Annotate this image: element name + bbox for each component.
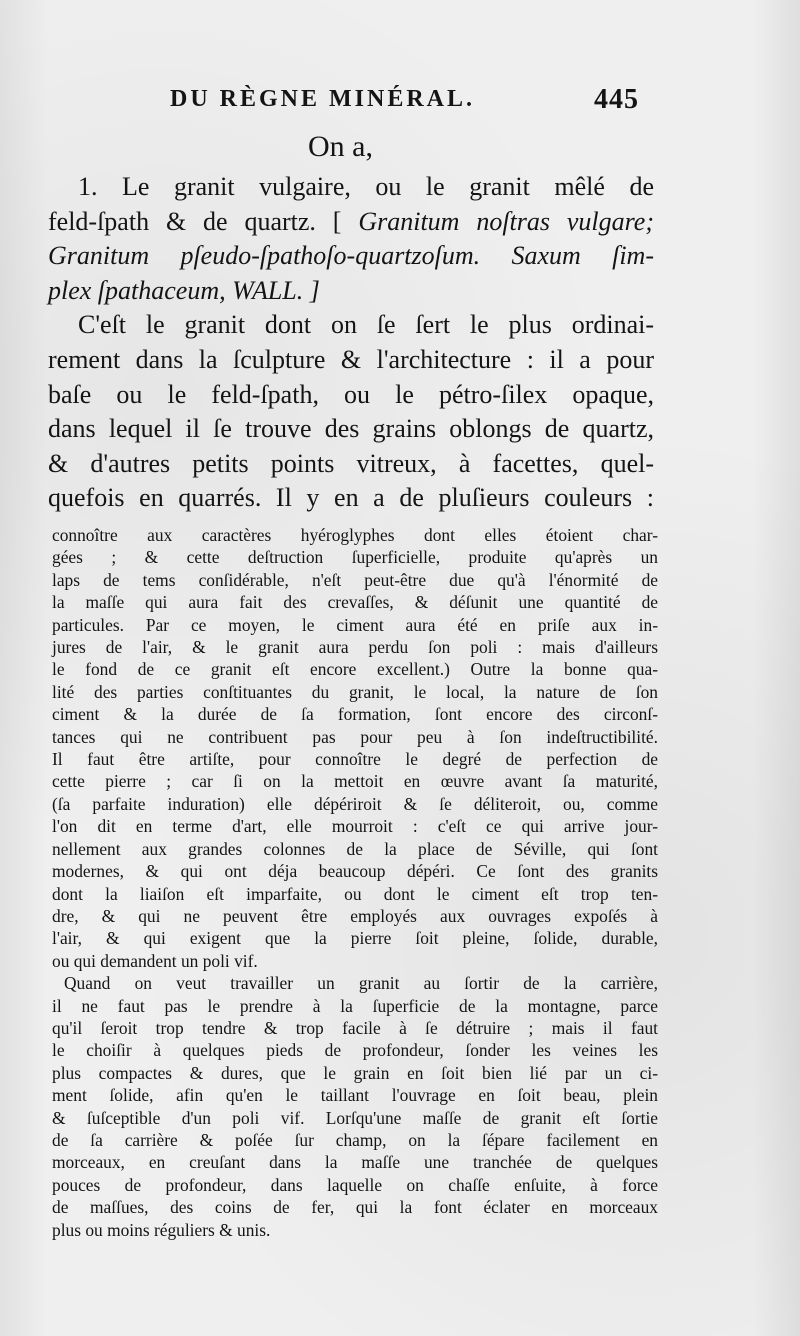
footnote-line: ment ſolide, afin qu'en le taillant l'ouvrage en ſoit beau, plein [52, 1085, 658, 1106]
main-line [48, 205, 654, 240]
footnote-line: plus compactes & dures, que le grain en ſoit bien lié par un ci- [52, 1062, 658, 1083]
footnote-line: de maſſues, des coins de fer, qui la font éclater en morceaux [52, 1197, 658, 1218]
main-line: dans lequel il ſe trouve des grains oblongs de quartz, [48, 414, 654, 444]
footnote-line: connoître aux caractères hyéroglyphes dont elles étoient char- [52, 525, 658, 545]
footnote-line: lité des parties conſtituantes du granit, le local, la nature de ſon [52, 681, 658, 702]
footnote-line: Il faut être artiſte, pour connoître le degré de perfection de [52, 749, 658, 770]
footnote-line: ciment & la durée de ſa formation, ſont encore des circonſ- [52, 704, 658, 725]
main-line-fragment: feld-ſpath & de quartz. [ [48, 206, 359, 236]
footnote-line: nellement aux grandes colonnes de la place de Séville, qui ſont [52, 838, 658, 859]
footnote-line: (ſa parfaite induration) elle dépériroit & ſe déliteroit, ou, comme [52, 793, 658, 814]
footnote-block [52, 524, 658, 1241]
footnote-line: morceaux, en creuſant dans la maſſe une tranchée de quelques [52, 1152, 658, 1173]
footnote-line: laps de tems conſidérable, n'eſt peut-être due qu'à l'énormité de [52, 569, 658, 590]
footnote-line: pouces de profondeur, dans laquelle on chaſſe enſuite, à force [52, 1174, 658, 1195]
main-line [48, 239, 654, 274]
main-text-block [48, 170, 654, 516]
main-line: quefois en quarrés. Il y en a de pluſieurs couleurs : [48, 483, 654, 513]
running-head: DU RÈGNE MINÉRAL. [170, 86, 476, 112]
page-number: 445 [594, 84, 639, 115]
footnote-line: qu'il ſeroit trop tendre & trop facile à ſe détruire ; mais il faut [52, 1017, 658, 1038]
footnote-line: particules. Par ce moyen, le ciment aura été en priſe aux in- [52, 614, 658, 635]
latin-name: Granitum pſeudo-ſpathoſo-quartzoſum. Saxum ſim- [48, 241, 654, 271]
footnote-line: il ne faut pas le prendre à la ſuperficie de la montagne, parce [52, 995, 658, 1016]
latin-name: Granitum noſtras vulgare; [358, 206, 654, 236]
main-line: 1. Le granit vulgaire, ou le granit mêlé de [78, 172, 654, 201]
footnote-line: dre, & qui ne peuvent être employés aux ouvrages expoſés à [52, 905, 658, 926]
footnote-line: l'air, & qui exigent que la pierre ſoit pleine, ſolide, durable, [52, 928, 658, 949]
footnote-line: modernes, & qui ont déja beaucoup dépéri. Ce ſont des granits [52, 861, 658, 882]
footnote-line: l'on dit en terme d'art, elle mourroit : c'eſt ce qui arrive jour- [52, 816, 658, 837]
footnote-line: de ſa carrière & poſée ſur champ, on la ſépare facilement en [52, 1129, 658, 1150]
latin-name: plex ſpathaceum, WALL. ] [48, 275, 320, 305]
footnote-line: le fond de ce granit eſt encore excellent.) Outre la bonne qua- [52, 659, 658, 680]
footnote-line: & ſuſceptible d'un poli vif. Lorſqu'une maſſe de granit eſt ſortie [52, 1107, 658, 1128]
footnote-line: dont la liaiſon eſt imparfaite, ou dont le ciment eſt trop ten- [52, 883, 658, 904]
main-line: & d'autres petits points vitreux, à facettes, quel- [48, 448, 654, 478]
main-line: rement dans la ſculpture & l'architecture : il a pour [48, 344, 654, 374]
footnote-line: Quand on veut travailler un granit au ſortir de la carrière, [64, 973, 658, 994]
footnote-line: gées ; & cette deſtruction ſuperficielle, produite qu'après un [52, 547, 658, 568]
footnote-line: ou qui demandent un poli vif. [52, 950, 258, 971]
footnote-line: le choiſir à quelques pieds de profondeur, ſonder les veines les [52, 1040, 658, 1061]
footnote-line: plus ou moins réguliers & unis. [52, 1219, 271, 1240]
main-line: baſe ou le feld-ſpath, ou le pétro-ſilex opaque, [48, 379, 654, 409]
footnote-line: jures de l'air, & le granit aura perdu ſon poli : mais d'ailleurs [52, 637, 658, 658]
footnote-line: tances qui ne contribuent pas pour peu à ſon indeſtructibilité. [52, 726, 658, 747]
footnote-line: cette pierre ; car ſi on la mettoit en œuvre avant ſa maturité, [52, 771, 658, 792]
main-line [48, 274, 654, 309]
main-line: C'eſt le granit dont on ſe ſert le plus ordinai- [78, 310, 654, 340]
section-intro: On a, [308, 130, 373, 163]
footnote-line: la maſſe qui aura fait des crevaſſes, & déſunit une quantité de [52, 592, 658, 613]
